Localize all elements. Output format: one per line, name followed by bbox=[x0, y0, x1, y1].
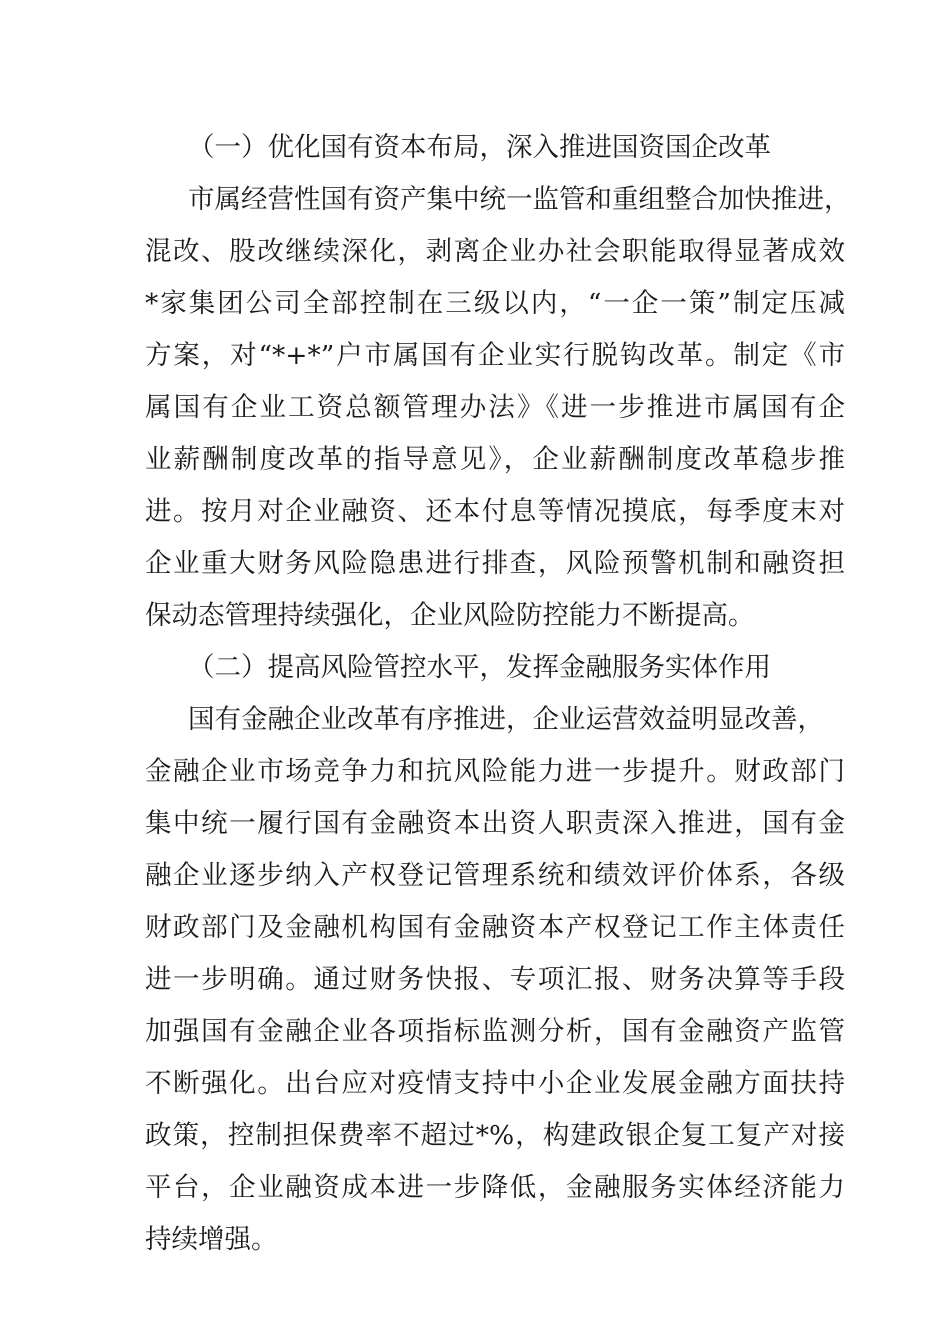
paragraph-line: 集中统一履行国有金融资本出资人职责深入推进，国有金 bbox=[145, 808, 845, 839]
paragraph-line: 持续增强。 bbox=[145, 1224, 278, 1255]
paragraph-line: 融企业逐步纳入产权登记管理系统和绩效评价体系，各级 bbox=[145, 860, 845, 891]
section-heading: （二）提高风险管控水平，发挥金融服务实体作用 bbox=[188, 652, 771, 683]
paragraph-line: 进一步明确。通过财务快报、专项汇报、财务决算等手段 bbox=[145, 964, 845, 995]
paragraph-line: 方案，对“*+*”户市属国有企业实行脱钩改革。制定《市 bbox=[145, 340, 845, 371]
paragraph-line: 业薪酬制度改革的指导意见》，企业薪酬制度改革稳步推 bbox=[145, 444, 845, 475]
paragraph-line: 企业重大财务风险隐患进行排查，风险预警机制和融资担 bbox=[145, 548, 845, 579]
paragraph-line: *家集团公司全部控制在三级以内，“一企一策”制定压减 bbox=[145, 288, 845, 319]
paragraph-line: 政策，控制担保费率不超过*%，构建政银企复工复产对接 bbox=[145, 1120, 845, 1151]
paragraph-line: 国有金融企业改革有序推进，企业运营效益明显改善， bbox=[188, 704, 824, 735]
paragraph-line: 平台，企业融资成本进一步降低，金融服务实体经济能力 bbox=[145, 1172, 845, 1203]
section-heading: （一）优化国有资本布局，深入推进国资国企改革 bbox=[188, 132, 771, 163]
paragraph-line: 进。按月对企业融资、还本付息等情况摸底，每季度末对 bbox=[145, 496, 845, 527]
paragraph-line: 不断强化。出台应对疫情支持中小企业发展金融方面扶持 bbox=[145, 1068, 845, 1099]
paragraph-line: 混改、股改继续深化，剥离企业办社会职能取得显著成效 bbox=[145, 236, 845, 267]
paragraph-line: 加强国有金融企业各项指标监测分析，国有金融资产监管 bbox=[145, 1016, 845, 1047]
paragraph-line: 金融企业市场竞争力和抗风险能力进一步提升。财政部门 bbox=[145, 756, 845, 787]
paragraph-line: 市属经营性国有资产集中统一监管和重组整合加快推进， bbox=[188, 184, 851, 215]
paragraph-line: 属国有企业工资总额管理办法》《进一步推进市属国有企 bbox=[145, 392, 845, 423]
paragraph-line: 保动态管理持续强化，企业风险防控能力不断提高。 bbox=[145, 600, 755, 631]
paragraph-line: 财政部门及金融机构国有金融资本产权登记工作主体责任 bbox=[145, 912, 845, 943]
